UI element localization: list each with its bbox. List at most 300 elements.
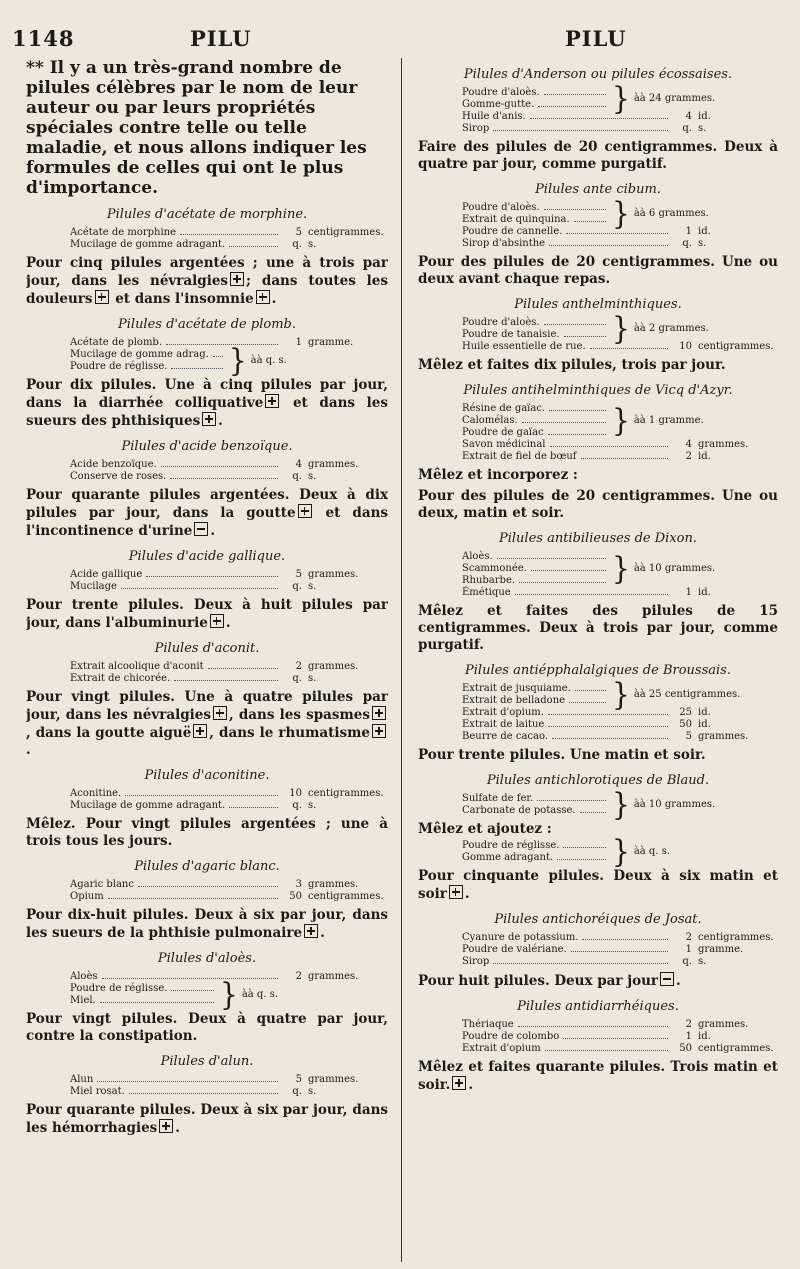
box-bar [165, 1122, 167, 1130]
ingredient-group [418, 786, 778, 823]
usage-text: . [218, 413, 223, 429]
ingredient-row [418, 1043, 778, 1055]
ingredient-row [26, 879, 388, 891]
brace-symbol: } [228, 342, 247, 379]
ingredient-row [26, 661, 388, 673]
usage-paragraph [418, 1059, 778, 1094]
ingredient-row [418, 944, 778, 956]
ingredient-name: Sirop [462, 123, 490, 134]
ingredient-row [26, 581, 388, 593]
box-bar [378, 709, 380, 717]
instruction-lead: Mêlez et ajoutez : [418, 821, 552, 837]
ingredient-unit: grammes. [308, 661, 359, 672]
usage-text: . [225, 615, 231, 631]
ingredient-qty: q. [292, 581, 302, 592]
ingredient-row [70, 983, 218, 995]
recipe-title: Pilules d'aloès. [157, 951, 257, 966]
recipe-title: Pilules anthelminthiques. [514, 297, 682, 312]
leader-dots [581, 458, 669, 459]
usage-text: . [210, 523, 216, 539]
recipe-section [26, 439, 388, 540]
leader-dots [575, 690, 606, 691]
ingredient-row [418, 1031, 778, 1043]
intro-paragraph: ** Il y a un très-grand nombre de pilules célèbres par le nom de leur auteur ou par leurs propriétés spéciales contre telle ou telle maladie, et nous allons indiquer les formules de celles qui ont le plus d'importance. [26, 58, 367, 198]
usage-paragraph [26, 487, 388, 540]
ingredient-row [462, 683, 610, 695]
usage-paragraph [26, 816, 388, 850]
ingredient-name: Mucilage de gomme adragant. [70, 800, 226, 811]
ingredient-qty: 2 [685, 932, 692, 943]
ingredient-unit: id. [698, 226, 711, 237]
ingredient-row [462, 575, 610, 587]
recipe-section [26, 1054, 388, 1137]
ingredient-name: Extrait d'opium. [462, 707, 544, 718]
ingredient-row [462, 551, 610, 563]
ingredient-row [26, 673, 388, 685]
ingredient-row [418, 111, 778, 123]
usage-paragraph [26, 1102, 388, 1137]
ingredient-group-items [462, 202, 610, 226]
usage-paragraph [418, 603, 778, 654]
ingredient-name: Agaric blanc [70, 879, 134, 890]
ingredient-row [418, 731, 778, 743]
usage-paragraph [26, 907, 388, 942]
ingredient-name: Beurre de cacao. [462, 731, 549, 742]
ingredient-name: Savon médicinal [462, 439, 546, 450]
plus-box-icon [193, 724, 207, 738]
usage-paragraph [26, 689, 388, 759]
ingredient-unit: grammes. [698, 1019, 749, 1030]
ingredient-name: Extrait de chicorée. [70, 673, 171, 684]
ingredient-row [462, 415, 610, 427]
ingredient-row [418, 719, 778, 731]
ingredient-unit: centigrammes. [308, 891, 384, 902]
ingredient-name: Sirop [462, 956, 490, 967]
box-bar [378, 727, 380, 735]
ingredient-group-qty: àà q. s. [241, 989, 278, 1000]
ingredient-name: Acide gallique [70, 569, 143, 580]
ingredient-row [26, 471, 388, 483]
recipe-title: Pilules d'aconitine. [144, 768, 270, 783]
ingredient-name: Sulfate de fer. [462, 793, 534, 804]
leader-dots [171, 990, 214, 991]
ingredient-qty: 10 [679, 341, 692, 352]
recipe-title: Pilules d'acétate de morphine. [106, 207, 308, 222]
ingredient-row [26, 788, 388, 800]
plus-box-icon [452, 1076, 466, 1090]
ingredient-unit: s. [698, 956, 707, 967]
ingredient-qty: 50 [679, 719, 692, 730]
leader-dots [552, 738, 668, 739]
ingredient-group-items [70, 349, 227, 373]
leader-dots [493, 963, 668, 964]
ingredient-row [418, 439, 778, 451]
box-bar [455, 888, 457, 896]
ingredient-group-qty: àà 2 grammes. [633, 323, 709, 334]
leader-dots [129, 1093, 278, 1094]
ingredient-name: Extrait alcoolique d'aconit [70, 661, 204, 672]
instruction-lead: Mêlez et incorporez : [418, 467, 578, 483]
leader-dots [170, 478, 278, 479]
ingredient-qty: q. [682, 123, 692, 134]
recipe-section [418, 383, 778, 522]
ingredient-group-qty: àà 10 grammes. [633, 563, 716, 574]
ingredient-row [26, 971, 388, 983]
recipe-section [418, 67, 778, 173]
ingredient-unit: s. [698, 123, 707, 134]
usage-text: Pour trente pilules. Deux à huit pilules par jour, dans l'albuminurie [26, 597, 388, 631]
recipe-section [418, 773, 778, 903]
ingredient-name: Poudre de réglisse. [70, 361, 168, 372]
ingredient-row [70, 995, 218, 1007]
ingredient-row [418, 451, 778, 463]
leader-dots [515, 594, 668, 595]
plus-box-icon [202, 412, 216, 426]
leader-dots [590, 348, 668, 349]
brace-symbol: } [612, 195, 630, 232]
ingredient-name: Extrait d'opium [462, 1043, 541, 1054]
plus-box-icon [304, 924, 318, 938]
usage-text: et dans les sueurs des phthisiques [26, 395, 388, 429]
right-sections [418, 67, 778, 1094]
leader-dots [497, 558, 606, 559]
ingredient-unit: centigrammes. [698, 932, 774, 943]
usage-text: ; dans toutes les douleurs [26, 273, 388, 307]
usage-text: . [676, 973, 681, 989]
ingredient-name: Miel. [70, 995, 96, 1006]
ingredient-qty: 50 [679, 1043, 692, 1054]
leader-dots [108, 898, 278, 899]
recipe-title: Pilules d'acide gallique. [128, 549, 286, 564]
usage-text: . [320, 925, 325, 941]
usage-text: . [26, 742, 31, 758]
left-sections [26, 207, 388, 1137]
ingredient-row [26, 337, 388, 349]
ingredient-unit: s. [308, 673, 317, 684]
leader-dots [180, 234, 278, 235]
ingredient-qty: 2 [295, 661, 302, 672]
brace-symbol: } [612, 402, 630, 439]
usage-text: . [468, 1077, 474, 1093]
leader-dots [544, 94, 606, 95]
minus-box-icon [660, 972, 674, 986]
ingredient-row [462, 695, 610, 707]
brace-symbol: } [612, 80, 630, 117]
recipe-section [26, 549, 388, 632]
ingredient-name: Extrait de jusquiame. [462, 683, 571, 694]
ingredient-name: Carbonate de potasse. [462, 805, 576, 816]
box-bar [663, 978, 671, 980]
ingredient-name: Gomme-gutte. [462, 99, 535, 110]
recipe-title: Pilules d'alun. [160, 1054, 254, 1069]
usage-text: . [464, 886, 470, 902]
box-bar [197, 528, 205, 530]
plus-box-icon [265, 394, 279, 408]
ingredient-unit: s. [308, 239, 317, 250]
leader-dots [229, 807, 278, 808]
leader-dots [548, 726, 668, 727]
ingredient-qty: 2 [295, 971, 302, 982]
ingredient-group-qty: àà 1 gramme. [633, 415, 704, 426]
ingredient-row [418, 587, 778, 599]
ingredient-unit: gramme. [308, 337, 354, 348]
ingredient-qty: 50 [289, 891, 302, 902]
leader-dots [538, 106, 606, 107]
ingredient-name: Émétique [462, 587, 511, 598]
ingredient-name: Poudre de réglisse. [462, 840, 560, 851]
recipe-title: Pilules antihelminthiques de Vicq d'Azyr. [463, 383, 733, 398]
ingredient-unit: grammes. [698, 439, 749, 450]
leader-dots [531, 570, 606, 571]
usage-text: et dans l'incontinence d'urine [26, 505, 388, 539]
leader-dots [138, 886, 278, 887]
ingredient-name: Acide benzoïque. [70, 459, 157, 470]
ingredient-row [418, 932, 778, 944]
recipe-title: Pilules d'acétate de plomb. [118, 317, 296, 332]
ingredient-name: Thériaque [462, 1019, 514, 1030]
box-bar [304, 507, 306, 515]
usage-text: , dans le rhumatisme [209, 725, 370, 741]
ingredient-name: Mucilage de gomme adragant. [70, 239, 226, 250]
ingredient-row [462, 329, 610, 341]
brace-symbol: } [612, 550, 630, 587]
ingredient-name: Acétate de plomb. [70, 337, 163, 348]
ingredient-row [26, 891, 388, 903]
leader-dots [208, 668, 278, 669]
ingredient-name: Poudre d'aloès. [462, 317, 540, 328]
ingredient-row [462, 87, 610, 99]
usage-paragraph [26, 377, 388, 430]
recipe-title: Pilules antiépphalalgiques de Broussais. [465, 663, 731, 678]
ingredient-name: Extrait de laitue [462, 719, 545, 730]
ingredient-group-items [462, 551, 610, 587]
leader-dots [549, 410, 606, 411]
ingredient-unit: s. [308, 581, 317, 592]
brace-symbol: } [612, 786, 630, 823]
leader-dots [519, 582, 606, 583]
ingredient-row [462, 317, 610, 329]
leader-dots [550, 446, 668, 447]
ingredient-qty: 1 [685, 944, 692, 955]
ingredient-name: Aloès. [462, 551, 493, 562]
ingredient-unit: id. [698, 587, 711, 598]
box-bar [458, 1079, 460, 1087]
recipe-title: Pilules antidiarrhéiques. [517, 999, 679, 1014]
ingredient-qty: q. [292, 673, 302, 684]
ingredient-name: Aloès [70, 971, 98, 982]
ingredient-unit: id. [698, 451, 711, 462]
leader-dots [102, 978, 279, 979]
ingredient-name: Résine de gaïac. [462, 403, 546, 414]
leader-dots [545, 1050, 668, 1051]
leader-dots [563, 847, 606, 848]
leader-dots [549, 245, 668, 246]
ingredient-name: Miel rosat. [70, 1086, 125, 1097]
leader-dots [544, 324, 606, 325]
ingredient-unit: centigrammes. [698, 1043, 774, 1054]
ingredient-row [26, 800, 388, 812]
box-bar [310, 927, 312, 935]
ingredient-unit: grammes. [308, 879, 359, 890]
ingredient-name: Acétate de morphine [70, 227, 177, 238]
ingredient-name: Poudre d'aloès. [462, 202, 540, 213]
ingredient-name: Poudre de réglisse. [70, 983, 168, 994]
running-head-left: PILU [190, 26, 252, 51]
ingredient-group-qty: àà 25 centigrammes. [633, 689, 741, 700]
recipe-section [26, 768, 388, 850]
usage-text: Pour quarante pilules. Deux à six par jour, dans les hémorrhagies [26, 1102, 388, 1136]
ingredient-name: Mucilage [70, 581, 117, 592]
ingredient-row [26, 1074, 388, 1086]
ingredient-unit: grammes. [308, 459, 359, 470]
usage-paragraph [26, 597, 388, 632]
ingredient-row [418, 238, 778, 250]
ingredient-group-qty: àà q. s. [633, 846, 670, 857]
ingredient-qty: 1 [295, 337, 302, 348]
plus-box-icon [213, 706, 227, 720]
recipe-title: Pilules antibilieuses de Dixon. [498, 531, 697, 546]
leader-dots [166, 344, 278, 345]
plus-box-icon [256, 290, 270, 304]
ingredient-row [26, 459, 388, 471]
ingredient-unit: centigrammes. [308, 227, 384, 238]
ingredient-group-qty: àà 6 grammes. [633, 208, 709, 219]
usage-paragraph [26, 1011, 388, 1045]
plus-box-icon [230, 272, 244, 286]
usage-text: Mêlez et faites dix pilules, trois par jour. [418, 357, 726, 373]
ingredient-qty: 5 [685, 731, 692, 742]
ingredient-unit: id. [698, 719, 711, 730]
brace-symbol: } [612, 833, 630, 870]
usage-text: Pour quarante pilules argentées. Deux à dix pilules par jour, dans la goutte [26, 487, 388, 521]
recipe-section [418, 912, 778, 990]
leader-dots [518, 1026, 668, 1027]
box-bar [101, 293, 103, 301]
ingredient-unit: grammes. [308, 569, 359, 580]
box-bar [236, 275, 238, 283]
leader-dots [574, 221, 606, 222]
ingredient-row [462, 852, 610, 864]
ingredient-name: Poudre de cannelle. [462, 226, 563, 237]
ingredient-row [462, 403, 610, 415]
leader-dots [548, 714, 668, 715]
ingredient-name: Mucilage de gomme adrag. [70, 349, 209, 360]
recipe-section [26, 207, 388, 308]
running-head-right: PILU [565, 26, 627, 51]
plus-box-icon [159, 1119, 173, 1133]
ingredient-group [418, 551, 778, 587]
recipe-section [418, 531, 778, 654]
ingredient-qty: 2 [685, 451, 692, 462]
ingredient-qty: q. [292, 800, 302, 811]
leader-dots [563, 1038, 668, 1039]
ingredient-qty: 4 [295, 459, 302, 470]
ingredient-row [70, 349, 227, 361]
page-number: 1148 [12, 26, 75, 51]
ingredient-name: Poudre d'aloès. [462, 87, 540, 98]
usage-text: Pour cinquante pilules. Deux à six matin et soir [418, 868, 778, 902]
leader-dots [564, 336, 606, 337]
recipe-section [418, 999, 778, 1094]
leader-dots [580, 812, 606, 813]
leader-dots [557, 859, 606, 860]
leader-dots [548, 434, 606, 435]
ingredient-unit: s. [308, 471, 317, 482]
ingredient-qty: 10 [289, 788, 302, 799]
leader-dots [121, 588, 278, 589]
box-bar [262, 293, 264, 301]
ingredient-unit: gramme. [698, 944, 744, 955]
usage-text: Pour dix pilules. Une à cinq pilules par jour, dans la diarrhée colliquative [26, 377, 388, 411]
ingredient-unit: s. [698, 238, 707, 249]
ingredient-row [26, 569, 388, 581]
plus-box-icon [372, 724, 386, 738]
ingredient-row [418, 707, 778, 719]
ingredient-group-items [462, 683, 610, 707]
usage-paragraph [418, 139, 778, 173]
usage-text: Pour des pilules de 20 centigrammes. Une ou deux, matin et soir. [418, 488, 778, 521]
ingredient-group-items [70, 983, 218, 1007]
ingredient-group-items [462, 793, 610, 817]
recipe-title: Pilules d'acide benzoïque. [121, 439, 293, 454]
ingredient-qty: 4 [685, 439, 692, 450]
leader-dots [530, 118, 668, 119]
leader-dots [213, 356, 223, 357]
ingredient-name: Extrait de belladone [462, 695, 566, 706]
ingredient-group [418, 403, 778, 439]
ingredient-row [26, 1086, 388, 1098]
ingredient-qty: 5 [295, 569, 302, 580]
ingredient-name: Poudre de valériane. [462, 944, 567, 955]
ingredient-group [418, 833, 778, 870]
usage-text: Pour des pilules de 20 centigrammes. Une ou deux avant chaque repas. [418, 254, 778, 287]
ingredient-group-qty: àà q. s. [250, 355, 287, 366]
usage-text: . [271, 291, 277, 307]
recipe-title: Pilules antichlorotiques de Blaud. [486, 773, 710, 788]
ingredient-name: Opium [70, 891, 104, 902]
ingredient-unit: grammes. [698, 731, 749, 742]
ingredient-row [418, 1019, 778, 1031]
usage-text: Pour dix-huit pilules. Deux à six par jour, dans les sueurs de la phthisie pulmonaire [26, 907, 388, 941]
ingredient-qty: 1 [685, 1031, 692, 1042]
ingredient-name: Conserve de roses. [70, 471, 167, 482]
ingredient-qty: 3 [295, 879, 302, 890]
ingredient-unit: s. [308, 800, 317, 811]
ingredient-qty: q. [292, 1086, 302, 1097]
ingredient-row [418, 226, 778, 238]
usage-paragraph [418, 868, 778, 903]
ingredient-name: Scammonée. [462, 563, 527, 574]
leader-dots [493, 130, 668, 131]
ingredient-name: Poudre de gaïac [462, 427, 544, 438]
recipe-section [418, 663, 778, 764]
ingredient-row [26, 227, 388, 239]
ingredient-row [462, 214, 610, 226]
ingredient-unit: s. [308, 1086, 317, 1097]
ingredient-qty: q. [682, 238, 692, 249]
leader-dots [100, 1002, 214, 1003]
ingredient-unit: centigrammes. [698, 341, 774, 352]
ingredient-unit: id. [698, 707, 711, 718]
ingredient-row [418, 341, 778, 353]
usage-text: , dans les spasmes [228, 707, 370, 723]
usage-paragraph [418, 254, 778, 288]
ingredient-name: Rhubarbe. [462, 575, 516, 586]
ingredient-row [26, 239, 388, 251]
recipe-title: Pilules d'Anderson ou pilules écossaises. [463, 67, 733, 82]
plus-box-icon [298, 504, 312, 518]
ingredient-group-qty: àà 24 grammes. [633, 93, 716, 104]
